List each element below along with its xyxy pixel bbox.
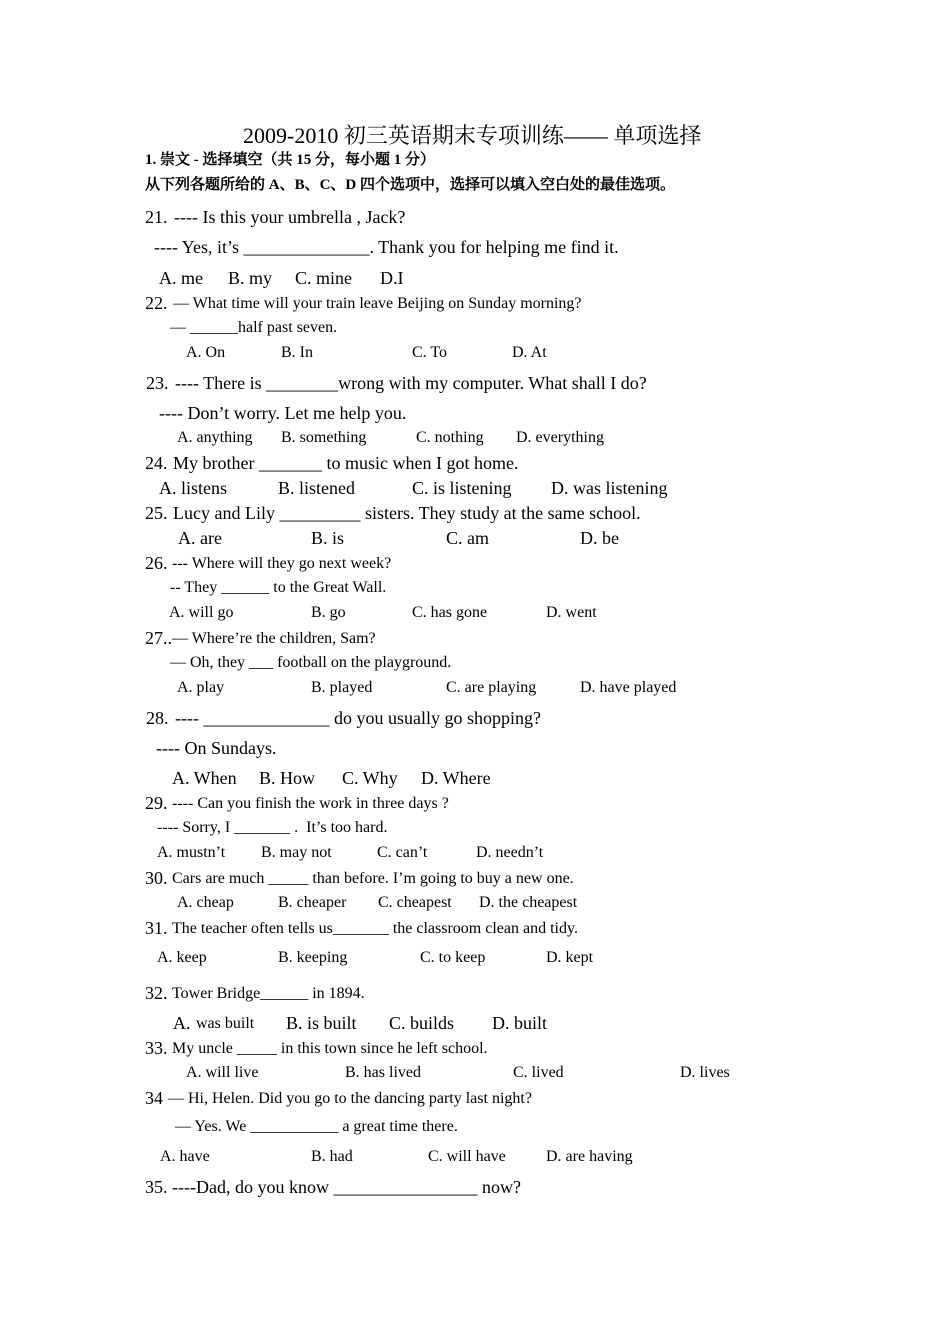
- question-text: — Hi, Helen. Did you go to the dancing party last night?: [168, 1090, 532, 1107]
- option-d: D. be: [580, 528, 619, 548]
- question-number: 23.: [146, 373, 169, 393]
- question-text: — Oh, they ___ football on the playground.: [170, 654, 452, 671]
- question-number: 35.: [145, 1177, 168, 1197]
- option-b: B. something: [281, 429, 367, 446]
- option-a: A. listens: [159, 478, 228, 498]
- page-title: 2009-2010 初三英语期末专项训练—— 单项选择: [243, 123, 702, 148]
- question-text: My uncle _____ in this town since he left school.: [172, 1040, 488, 1057]
- option-a: A. will go: [169, 604, 234, 621]
- question-text: ---- On Sundays.: [156, 738, 277, 758]
- option-c: C. am: [446, 528, 489, 548]
- option-d: D. At: [512, 344, 547, 361]
- option-a: A. me: [159, 268, 203, 288]
- option-c: C. Why: [342, 768, 398, 788]
- option-d: D. everything: [516, 429, 604, 446]
- question-text: My brother _______ to music when I got home.: [173, 453, 519, 473]
- option-a: A. mustn’t: [157, 844, 226, 861]
- option-d: D. was listening: [551, 478, 668, 498]
- option-c: C. mine: [295, 268, 352, 288]
- option-d: D. the cheapest: [479, 894, 578, 911]
- option-b: B. is: [311, 528, 345, 548]
- option-c: C. nothing: [416, 429, 484, 446]
- question-text: — What time will your train leave Beijing on Sunday morning?: [173, 295, 582, 312]
- question-number: 28.: [146, 708, 169, 728]
- option-b: B. my: [228, 268, 273, 288]
- option-b: B. listened: [278, 478, 355, 498]
- question-text: -- They ______ to the Great Wall.: [170, 579, 387, 596]
- question-number: 32.: [145, 983, 168, 1003]
- option-b: B. had: [311, 1148, 353, 1165]
- option-d: D. are having: [546, 1148, 633, 1165]
- question-number: 22.: [145, 293, 168, 313]
- option-a: A. play: [177, 679, 225, 696]
- option-a-text: was built: [196, 1015, 255, 1032]
- option-a: A. cheap: [177, 894, 234, 911]
- option-c: C. builds: [389, 1013, 455, 1033]
- question-text: Tower Bridge______ in 1894.: [172, 985, 365, 1002]
- question-number: 21.: [145, 207, 168, 227]
- question-number: 27..: [145, 628, 172, 648]
- question-text: Cars are much _____ than before. I’m going to buy a new one.: [172, 870, 574, 887]
- question-number: 29.: [145, 793, 168, 813]
- question-text: The teacher often tells us_______ the classroom clean and tidy.: [172, 920, 578, 937]
- option-d: D. Where: [421, 768, 491, 788]
- option-b: B. is built: [286, 1013, 357, 1033]
- question-text: Lucy and Lily _________ sisters. They study at the same school.: [173, 503, 641, 523]
- question-number: 26.: [145, 553, 168, 573]
- section-instruction: 从下列各题所给的 A、B、C、D 四个选项中，选择可以填入空白处的最佳选项。: [145, 177, 676, 193]
- option-c: C. To: [412, 344, 448, 361]
- option-c: C. to keep: [420, 949, 486, 966]
- question-text: ---- Sorry, I _______ . It’s too hard.: [157, 819, 388, 836]
- question-text: — ______half past seven.: [170, 319, 338, 336]
- question-number: 33.: [145, 1038, 168, 1058]
- question-text: ---- Don’t worry. Let me help you.: [159, 403, 407, 423]
- option-a-letter: A.: [173, 1013, 191, 1033]
- question-number: 30.: [145, 868, 168, 888]
- question-text: ---- Is this your umbrella , Jack?: [174, 207, 406, 227]
- option-b: B. In: [281, 344, 313, 361]
- option-c: C. is listening: [412, 478, 512, 498]
- section-heading: 1. 崇文 - 选择填空（共 15 分，每小题 1 分）: [145, 152, 435, 168]
- option-a: A. anything: [177, 429, 253, 446]
- option-b: B. has lived: [345, 1064, 421, 1081]
- option-b: B. may not: [261, 844, 332, 861]
- option-c: C. lived: [513, 1064, 564, 1081]
- option-d: D. have played: [580, 679, 677, 696]
- question-text: --- Where will they go next week?: [172, 555, 392, 572]
- option-b: B. played: [311, 679, 373, 696]
- question-number: 25.: [145, 503, 168, 523]
- option-a: A. will live: [186, 1064, 259, 1081]
- question-number: 24.: [145, 453, 168, 473]
- question-number: 31.: [145, 918, 168, 938]
- question-text: — Where’re the children, Sam?: [172, 630, 376, 647]
- question-text: ---- Can you finish the work in three days ?: [172, 795, 449, 812]
- option-c: C. are playing: [446, 679, 537, 696]
- option-a: A. When: [172, 768, 237, 788]
- option-b: B. cheaper: [278, 894, 347, 911]
- question-text: ---- There is ________wrong with my computer. What shall I do?: [175, 373, 647, 393]
- option-d: D. lives: [680, 1064, 730, 1081]
- option-c: C. has gone: [412, 604, 488, 621]
- option-a: A. are: [178, 528, 222, 548]
- option-b: B. go: [311, 604, 346, 621]
- question-text: ---- Yes, it’s ______________. Thank you for helping me find it.: [154, 237, 619, 257]
- option-a: A. have: [160, 1148, 210, 1165]
- option-d: D. went: [546, 604, 597, 621]
- option-d: D. built: [492, 1013, 548, 1033]
- option-d: D. kept: [546, 949, 594, 966]
- question-text: ----Dad, do you know ________________ now?: [172, 1177, 521, 1197]
- option-c: C. can’t: [377, 844, 428, 861]
- question-text: — Yes. We ___________ a great time there.: [175, 1118, 458, 1135]
- option-d: D.I: [380, 268, 404, 288]
- option-c: C. will have: [428, 1148, 506, 1165]
- option-a: A. On: [186, 344, 226, 361]
- option-a: A. keep: [157, 949, 207, 966]
- option-c: C. cheapest: [378, 894, 452, 911]
- question-text: ---- ______________ do you usually go shopping?: [175, 708, 541, 728]
- option-d: D. needn’t: [476, 844, 544, 861]
- option-b: B. keeping: [278, 949, 348, 966]
- question-number: 34: [145, 1088, 163, 1108]
- option-b: B. How: [259, 768, 316, 788]
